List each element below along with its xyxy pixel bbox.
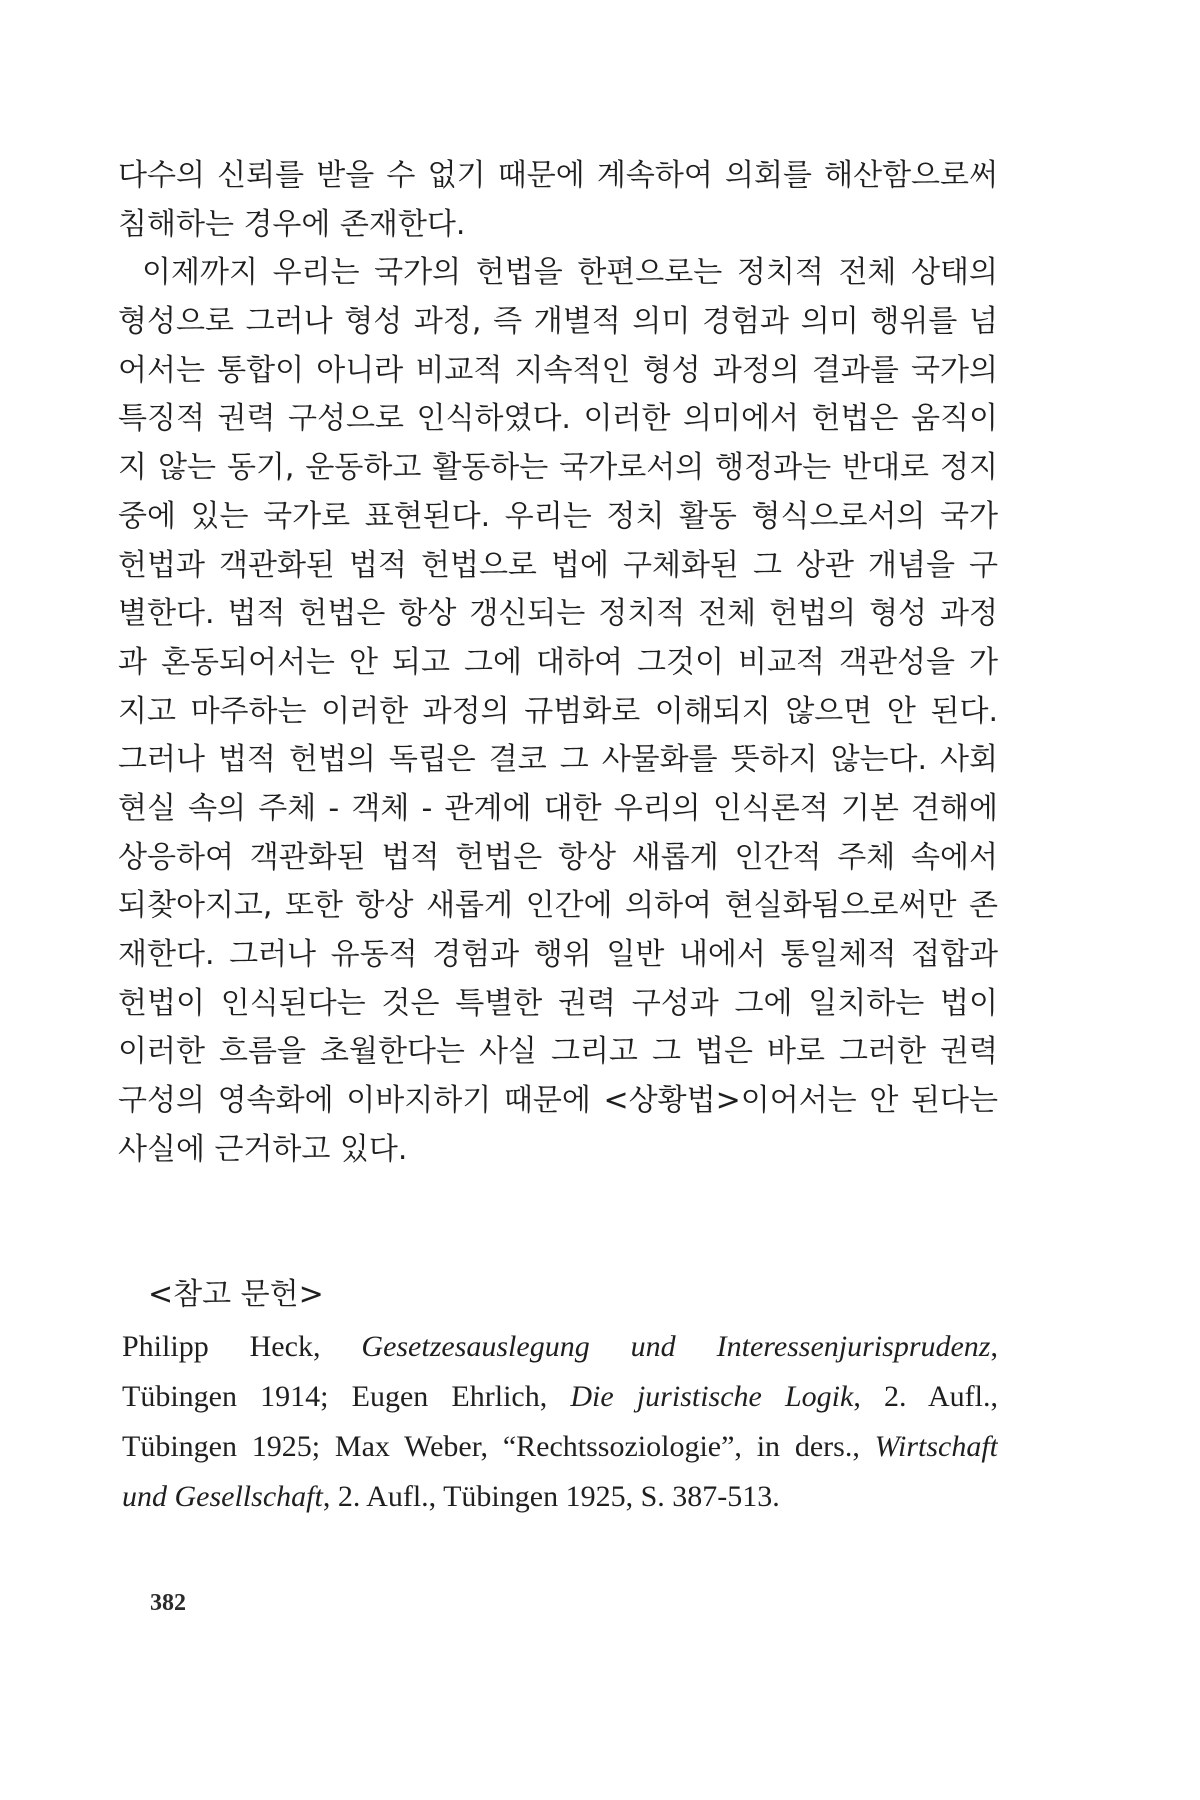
- reference-text: ,: [990, 1330, 998, 1363]
- body-text: [118, 152, 998, 1174]
- body-line: 지고 마주하는 이러한 과정의 규범화로 이해되지 않으면 안 된다.: [118, 693, 998, 729]
- body-line: 현실 속의 주체 - 객체 - 관계에 대한 우리의 인식론적 기본 견해에: [118, 790, 998, 826]
- body-line: 구성의 영속화에 이바지하기 때문에 <상황법>이어서는 안 된다는: [118, 1083, 998, 1119]
- body-line: 사실에 근거하고 있다.: [118, 1131, 408, 1167]
- reference-text: , 2. Aufl., Tübingen 1925, S. 387-513.: [322, 1480, 780, 1513]
- body-line: 침해하는 경우에 존재한다.: [118, 206, 466, 242]
- reference-text: , 2. Aufl.,: [853, 1380, 998, 1413]
- body-line: 그러나 법적 헌법의 독립은 결코 그 사물화를 뜻하지 않는다. 사회: [118, 742, 998, 778]
- reference-text: Tübingen 1914; Eugen Ehrlich,: [122, 1380, 571, 1413]
- body-line: 되찾아지고, 또한 항상 새롭게 인간에 의하여 현실화됨으로써만 존: [118, 888, 998, 924]
- body-line: 재한다. 그러나 유동적 경험과 행위 일반 내에서 통일체적 접합과: [118, 937, 998, 972]
- reference-text: Tübingen 1925; Max Weber, “Rechtssoziologie”, in ders.,: [122, 1430, 875, 1463]
- body-line: 다수의 신뢰를 받을 수 없기 때문에 계속하여 의회를 해산함으로써: [118, 158, 998, 193]
- reference-line: [122, 1372, 998, 1422]
- reference-title: Wirtschaft: [874, 1430, 998, 1463]
- body-line: 이제까지 우리는 국가의 헌법을 한편으로는 정치적 전체 상태의: [142, 255, 998, 291]
- reference-title: Die juristische Logik: [570, 1380, 854, 1413]
- body-line: 특징적 권력 구성으로 인식하였다. 이러한 의미에서 헌법은 움직이: [118, 401, 998, 437]
- reference-title: und Gesellschaft: [122, 1480, 323, 1513]
- body-line: 지 않는 동기, 운동하고 활동하는 국가로서의 행정과는 반대로 정지: [118, 450, 998, 486]
- reference-line: [122, 1422, 998, 1472]
- references-heading: <참고 문헌>: [148, 1277, 324, 1312]
- body-line: 형성으로 그러나 형성 과정, 즉 개별적 의미 경험과 의미 행위를 넘: [118, 304, 998, 340]
- body-line: 중에 있는 국가로 표현된다. 우리는 정치 활동 형식으로서의 국가: [118, 498, 998, 534]
- body-line: 별한다. 법적 헌법은 항상 갱신되는 정치적 전체 헌법의 형성 과정: [118, 596, 998, 632]
- body-line: 상응하여 객관화된 법적 헌법은 항상 새롭게 인간적 주체 속에서: [118, 839, 998, 875]
- reference-line: [122, 1322, 998, 1372]
- body-line: 헌법이 인식된다는 것은 특별한 권력 구성과 그에 일치하는 법이: [118, 985, 998, 1021]
- reference-title: Gesetzesauslegung und Interessenjurisprudenz: [361, 1330, 991, 1363]
- body-line: 이러한 흐름을 초월한다는 사실 그리고 그 법은 바로 그러한 권력: [118, 1034, 998, 1070]
- body-line: 어서는 통합이 아니라 비교적 지속적인 형성 과정의 결과를 국가의: [118, 352, 998, 388]
- reference-line: [122, 1472, 998, 1522]
- body-line: 헌법과 객관화된 법적 헌법으로 법에 구체화된 그 상관 개념을 구: [118, 547, 998, 583]
- page-number: 382: [150, 1590, 186, 1616]
- reference-text: Philipp Heck,: [122, 1330, 362, 1363]
- body-line: 과 혼동되어서는 안 되고 그에 대하여 그것이 비교적 객관성을 가: [118, 644, 998, 680]
- references-list: [122, 1322, 998, 1522]
